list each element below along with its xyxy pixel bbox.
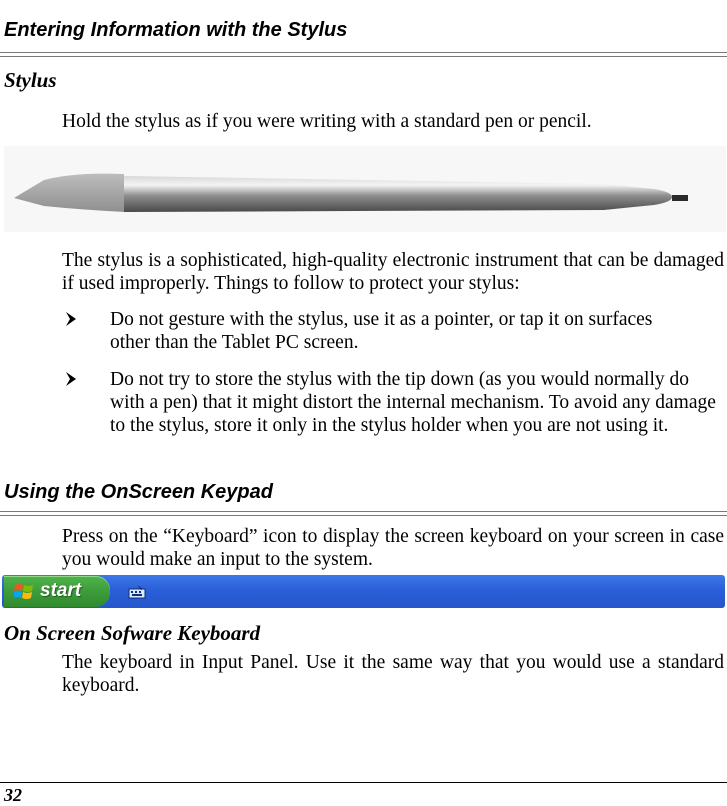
start-label: start	[40, 580, 82, 601]
taskbar	[2, 575, 725, 608]
windows-logo-icon	[14, 582, 34, 602]
start-button[interactable]	[4, 576, 110, 607]
keypad-text: Press on the “Keyboard” icon to display the screen keyboard on your screen in case you would make an input to the system.	[62, 526, 724, 570]
page-number: 32	[4, 785, 22, 805]
keypad-heading: Using the OnScreen Keypad	[4, 481, 273, 503]
keypad-rule	[0, 511, 727, 516]
list-item: Do not gesture with the stylus, use it as a pointer, or tap it on surfaces other than the Tablet PC screen.	[110, 309, 653, 353]
keyboard-icon[interactable]	[128, 584, 146, 599]
bullet-chevron-icon	[64, 310, 78, 328]
page-header-title: Entering Information with the Stylus	[4, 19, 348, 41]
keyboard-text: The keyboard in Input Panel. Use it the same way that you would use a standard keyboard.	[62, 652, 724, 696]
keyboard-heading: On Screen Sofware Keyboard	[4, 621, 261, 645]
list-item: Do not try to store the stylus with the tip down (as you would normally do with a pen) that it might distort the internal mechanism. To avoid any damage to the stylus, store it only in the stylus holder when you are not using it.	[110, 369, 716, 436]
bullet-chevron-icon	[64, 370, 78, 388]
stylus-description: The stylus is a sophisticated, high-quality electronic instrument that can be damaged if used improperly. Things to follow to protect your stylus:	[62, 250, 724, 294]
footer-rule	[0, 782, 727, 783]
stylus-intro: Hold the stylus as if you were writing with a standard pen or pencil.	[62, 111, 592, 132]
header-rule	[0, 52, 727, 57]
stylus-image	[4, 146, 726, 232]
stylus-heading: Stylus	[4, 68, 57, 92]
